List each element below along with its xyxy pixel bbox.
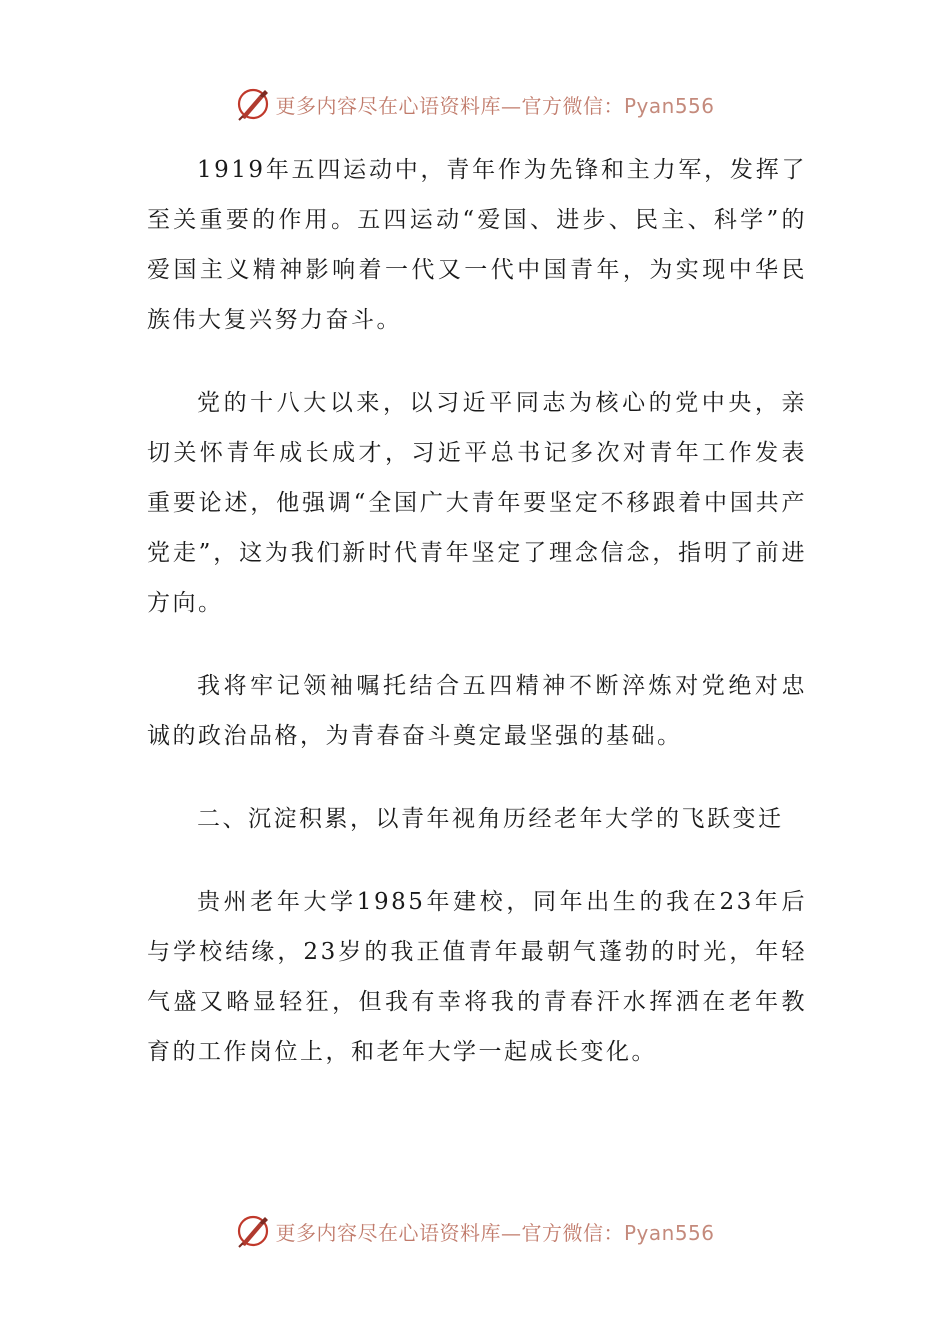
fountain-pen-icon (235, 86, 271, 122)
footer-watermark (0, 1211, 950, 1251)
watermark-wechat-id: Pyan556 (623, 93, 715, 118)
document-body (147, 145, 807, 1110)
watermark-wechat-id: Pyan556 (623, 1220, 715, 1245)
paragraph: 我将牢记领袖嘱托结合五四精神不断淬炼对党绝对忠诚的政治品格，为青春奋斗奠定最坚强的基础。 (147, 673, 807, 749)
section-heading: 二、沉淀积累，以青年视角历经老年大学的飞跃变迁 (197, 806, 784, 832)
paragraph: 党的十八大以来，以习近平同志为核心的党中央，亲切关怀青年成长成才，习近平总书记多次对青年工作发表重要论述，他强调“全国广大青年要坚定不移跟着中国共产党走”，这为我们新时代青年坚定了理念信念，指明了前进方向。 (147, 390, 807, 616)
watermark-text: 更多内容尽在心语资料库—官方微信：Pyan556 (275, 93, 715, 118)
paragraph: 1919年五四运动中，青年作为先锋和主力军，发挥了至关重要的作用。五四运动“爱国、进步、民主、科学”的爱国主义精神影响着一代又一代中国青年，为实现中华民族伟大复兴努力奋斗。 (147, 157, 807, 333)
watermark-text: 更多内容尽在心语资料库—官方微信：Pyan556 (275, 1220, 715, 1245)
fountain-pen-icon (235, 1213, 271, 1249)
header-watermark (0, 84, 950, 124)
paragraph: 贵州老年大学1985年建校，同年出生的我在23年后与学校结缘，23岁的我正值青年最朝气蓬勃的时光，年轻气盛又略显轻狂，但我有幸将我的青春汗水挥洒在老年教育的工作岗位上，和老年大学一起成长变化。 (147, 889, 807, 1065)
